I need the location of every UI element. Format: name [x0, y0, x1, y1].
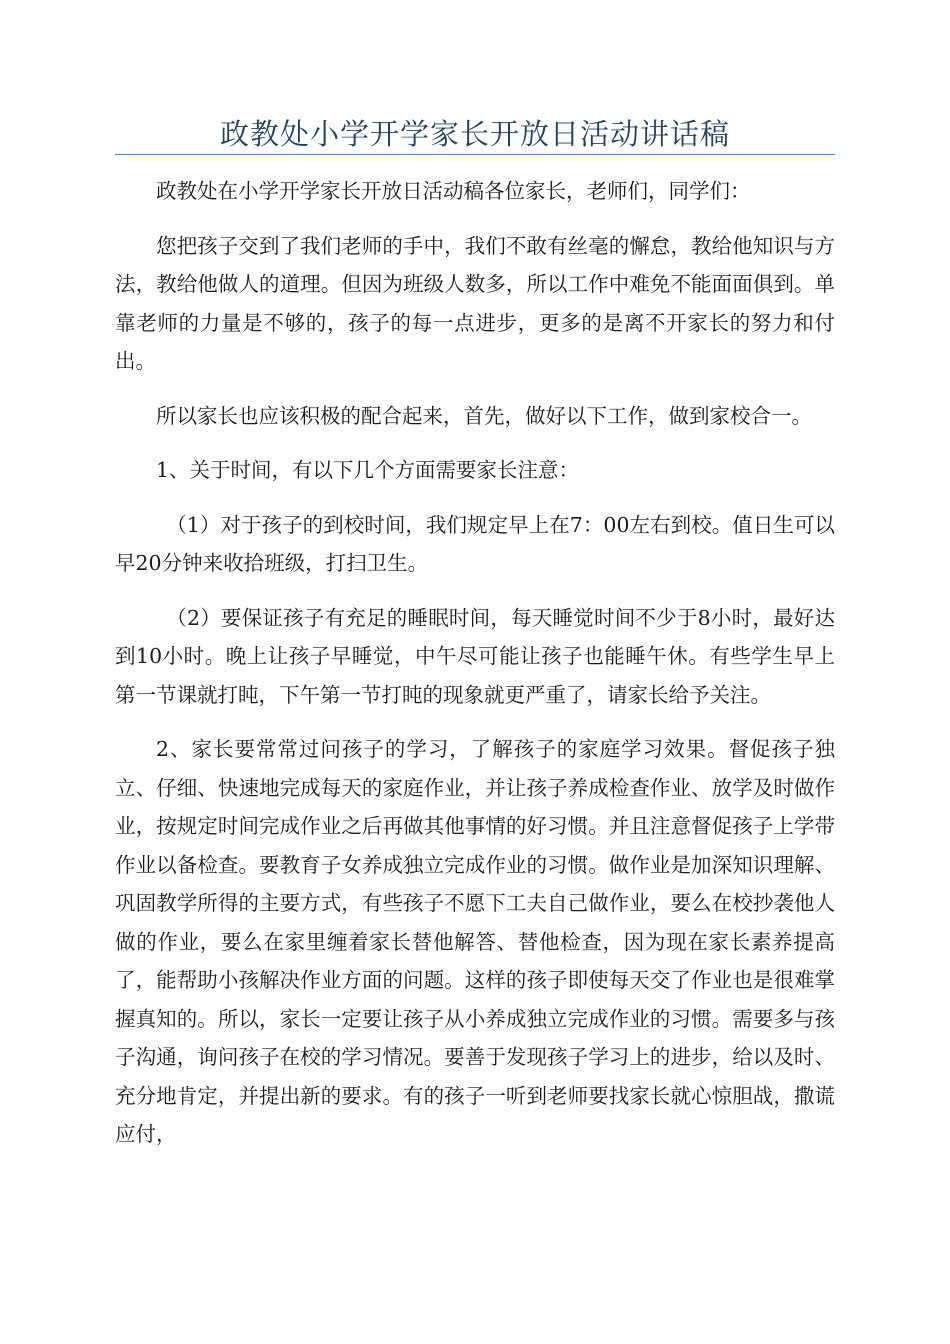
body-paragraph: 您把孩子交到了我们老师的手中，我们不敢有丝毫的懈怠，教给他知识与方法，教给他做人的道理。但因为班级人数多，所以工作中难免不能面面俱到。单靠老师的力量是不够的，孩子的每一点进步，更多的是离不开家长的努力和付出。 [115, 233, 835, 373]
body-paragraph: 2、家长要常常过问孩子的学习，了解孩子的家庭学习效果。督促孩子独立、仔细、快速地完成每天的家庭作业，并让孩子养成检查作业、放学及时做作业，按规定时间完成作业之后再做其他事情的好习惯。并且注意督促孩子上学带作业以备检查。要教育子女养成独立完成作业的习惯。做作业是加深知识理解、巩固教学所得的主要方式，有些孩子不愿下工夫自己做作业，要么在校抄袭他人做的作业，要么在家里缠着家长替他解答、替他检查，因为现在家长素养提高了，能帮助小孩解决作业方面的问题。这样的孩子即使每天交了作业也是很难掌握真知的。所以，家长一定要让孩子从小养成独立完成作业的习惯。需要多与孩子沟通，询问孩子在校的学习情况。要善于发现孩子学习上的进步，给以及时、充分地肯定，并提出新的要求。有的孩子一听到老师要找家长就心惊胆战，撒谎应付， [115, 737, 835, 1146]
section-heading-paragraph: 1、关于时间，有以下几个方面需要家长注意： [156, 458, 580, 482]
list-item-paragraph: （1）对于孩子的到校时间，我们规定早上在7：00左右到校。值日生可以早20分钟来收拾班级，打扫卫生。 [115, 512, 835, 575]
document-body [115, 172, 835, 1170]
title-underline [115, 154, 835, 155]
body-paragraph: 所以家长也应该积极的配合起来，首先，做好以下工作，做到家校合一。 [156, 403, 812, 428]
greeting-paragraph: 政教处在小学开学家长开放日活动稿各位家长，老师们，同学们： [156, 179, 751, 203]
document-title: 政教处小学开学家长开放日活动讲话稿 [219, 117, 730, 151]
list-item-paragraph: （2）要保证孩子有充足的睡眠时间，每天睡觉时间不少于8小时，最好达到10小时。晚上让孩子早睡觉，中午尽可能让孩子也能睡午休。有些学生早上第一节课就打盹，下午第一节打盹的现象就更严重了，请家长给予关注。 [115, 605, 835, 707]
